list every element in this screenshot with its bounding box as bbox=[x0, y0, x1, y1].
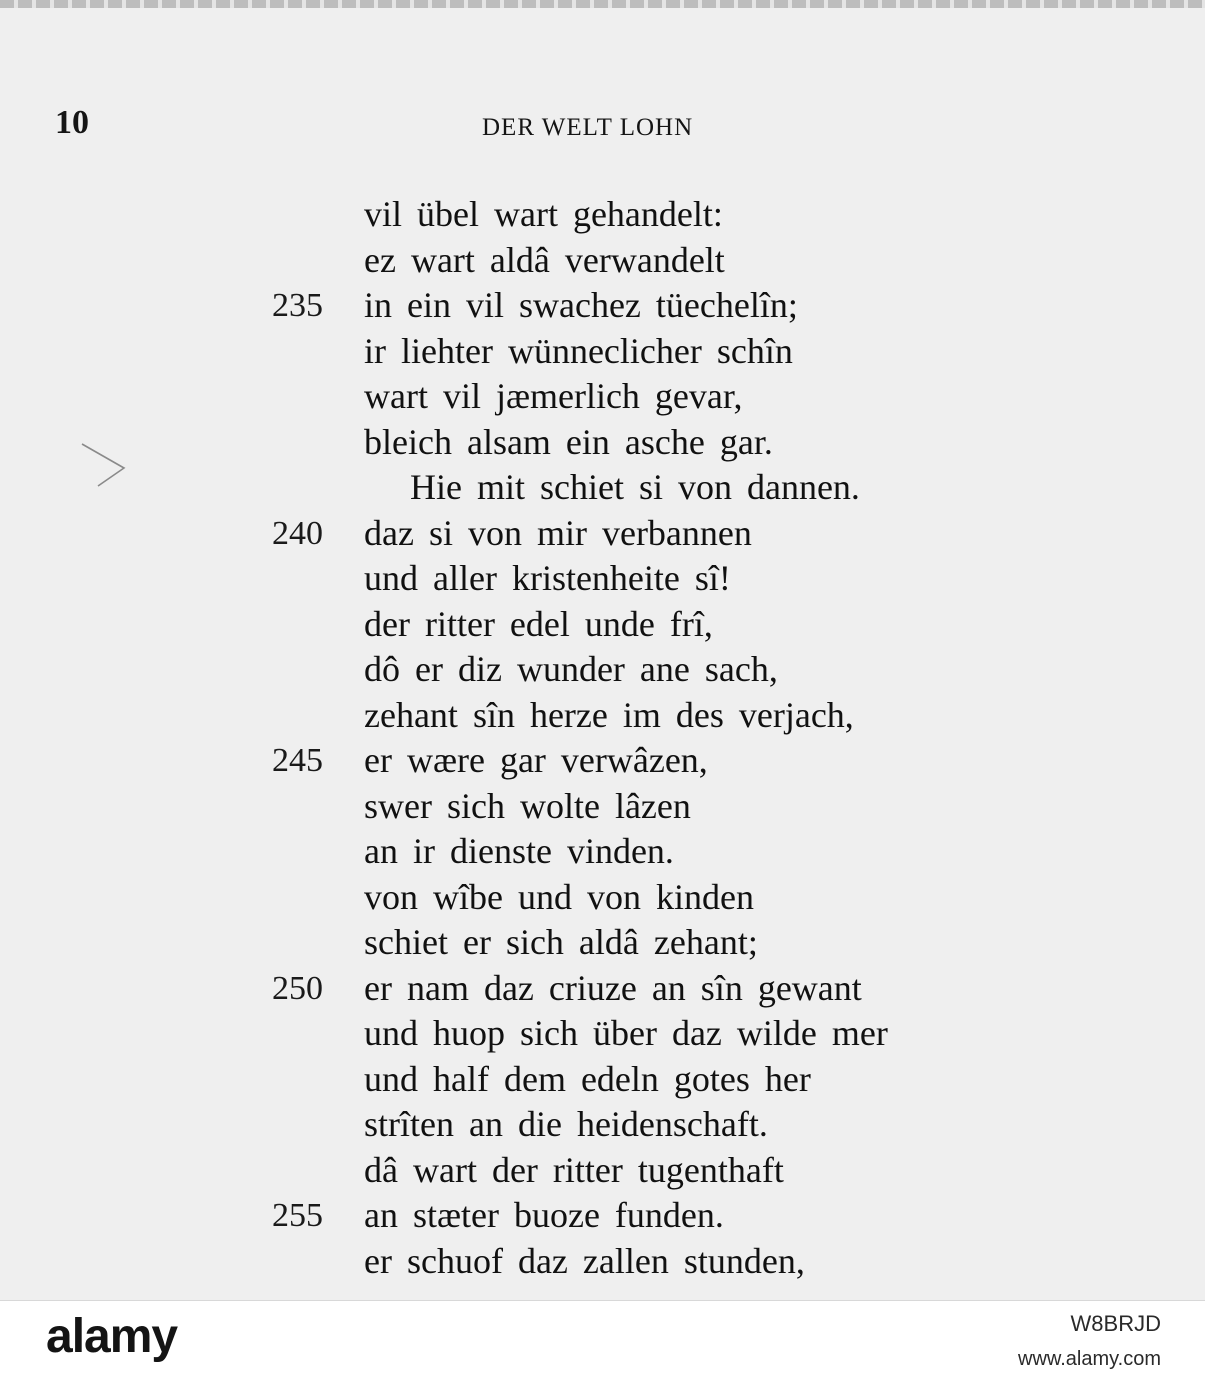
verse-line bbox=[0, 374, 1205, 420]
verse-line bbox=[0, 420, 1205, 466]
verse-text: an stæter buoze funden. bbox=[364, 1195, 724, 1235]
verse-text: von wîbe und von kinden bbox=[364, 876, 754, 917]
verse-text: bleich alsam ein asche gar. bbox=[364, 421, 773, 462]
verse-line bbox=[0, 192, 1205, 238]
verse-text: er nam daz criuze an sîn gewant bbox=[364, 967, 862, 1008]
verse-line bbox=[0, 556, 1205, 602]
verse-line bbox=[0, 966, 1205, 1012]
verse-line bbox=[0, 1239, 1205, 1285]
verse-block bbox=[0, 192, 1205, 1284]
verse-text: dô er diz wunder ane sach, bbox=[364, 649, 778, 689]
verse-text: ir liehter wünneclicher schîn bbox=[364, 330, 793, 371]
verse-text: daz si von mir verbannen bbox=[364, 512, 752, 553]
verse-line bbox=[0, 875, 1205, 921]
running-title: DER WELT LOHN bbox=[482, 114, 694, 141]
verse-text: swer sich wolte lâzen bbox=[364, 785, 691, 826]
verse-line bbox=[0, 602, 1205, 648]
verse-text: wart vil jæmerlich gevar, bbox=[364, 376, 743, 416]
verse-line bbox=[0, 1148, 1205, 1194]
verse-text: er wære gar verwâzen, bbox=[364, 740, 708, 780]
line-number: 255 bbox=[272, 1197, 323, 1234]
watermark-url: www.alamy.com bbox=[1018, 1348, 1161, 1370]
verse-line bbox=[0, 329, 1205, 375]
top-edge bbox=[0, 0, 1205, 8]
verse-text: er schuof daz zallen stunden, bbox=[364, 1240, 805, 1281]
verse-line bbox=[0, 465, 1205, 511]
verse-line bbox=[0, 920, 1205, 966]
verse-text: und aller kristenheite sî! bbox=[364, 558, 731, 598]
line-number: 240 bbox=[272, 514, 323, 552]
verse-text: und half dem edeln gotes her bbox=[364, 1058, 811, 1099]
verse-text: der ritter edel unde frî, bbox=[364, 603, 713, 644]
line-number: 235 bbox=[272, 287, 323, 324]
watermark-logo: alamy bbox=[46, 1310, 178, 1363]
verse-line bbox=[0, 511, 1205, 557]
verse-text: vil übel wart gehandelt: bbox=[364, 194, 723, 234]
verse-text: dâ wart der ritter tugenthaft bbox=[364, 1149, 784, 1190]
verse-line bbox=[0, 738, 1205, 784]
verse-line bbox=[0, 829, 1205, 875]
verse-line bbox=[0, 238, 1205, 284]
verse-text: an ir dienste vinden. bbox=[364, 831, 674, 871]
verse-line bbox=[0, 1011, 1205, 1057]
watermark-bar bbox=[0, 1300, 1205, 1391]
verse-line bbox=[0, 647, 1205, 693]
image-id: W8BRJD bbox=[1070, 1311, 1161, 1336]
verse-line bbox=[0, 1102, 1205, 1148]
verse-line bbox=[0, 283, 1205, 329]
line-number: 250 bbox=[272, 969, 323, 1007]
verse-text: Hie mit schiet si von dannen. bbox=[410, 467, 860, 507]
verse-text: schiet er sich aldâ zehant; bbox=[364, 922, 758, 962]
verse-line bbox=[0, 784, 1205, 830]
verse-text: zehant sîn herze im des verjach, bbox=[364, 694, 854, 735]
verse-line bbox=[0, 1193, 1205, 1239]
verse-line bbox=[0, 693, 1205, 739]
verse-text: in ein vil swachez tüechelîn; bbox=[364, 285, 798, 325]
verse-text: und huop sich über daz wilde mer bbox=[364, 1013, 888, 1053]
page-number: 10 bbox=[55, 104, 89, 141]
verse-line bbox=[0, 1057, 1205, 1103]
verse-text: strîten an die heidenschaft. bbox=[364, 1104, 768, 1144]
line-number: 245 bbox=[272, 742, 323, 779]
verse-text: ez wart aldâ verwandelt bbox=[364, 239, 725, 280]
